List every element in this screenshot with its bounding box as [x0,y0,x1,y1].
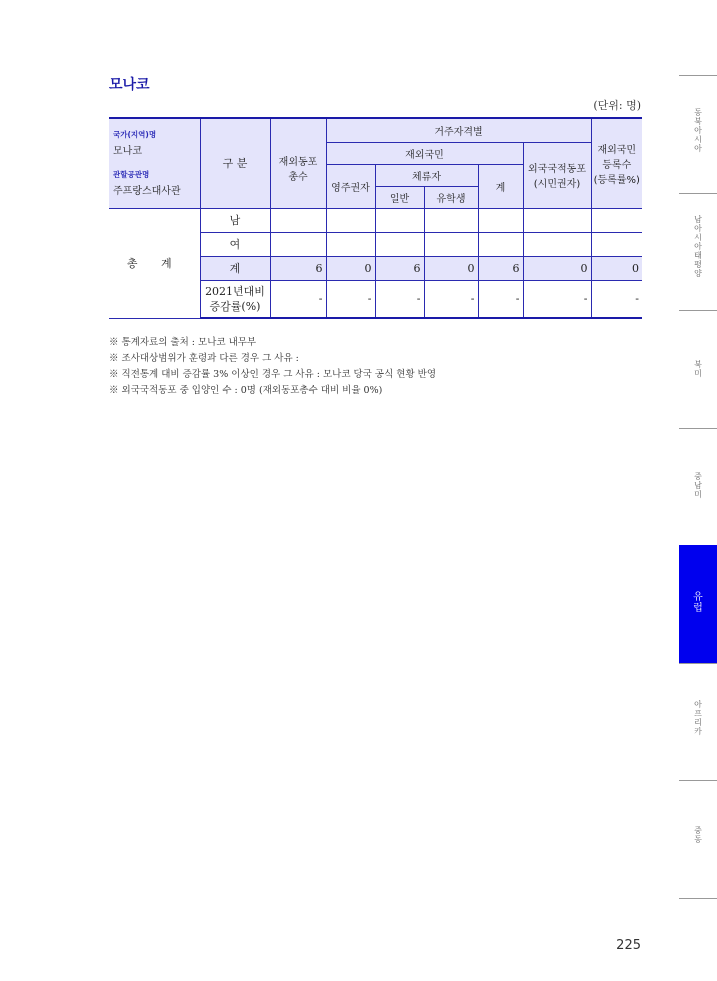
table-cell [424,208,478,232]
unit-label: (단위: 명) [593,99,641,112]
table-cell: - [375,280,424,318]
row-label: 2021년대비 증감률(%) [200,280,270,318]
table-cell: 6 [375,256,424,280]
table-cell [326,232,375,256]
footnotes [109,335,436,399]
table-cell: 0 [424,256,478,280]
sidebar-divider [679,310,717,311]
table-cell: 0 [326,256,375,280]
row-label: 남 [200,208,270,232]
table-cell: 0 [591,256,642,280]
sidebar-divider [679,193,717,194]
table-cell [591,232,642,256]
sidebar-item-latin-america[interactable]: 중남미 [694,472,702,499]
table-cell: - [424,280,478,318]
country-info-cell [109,118,200,208]
header-foreign-citizens: 외국국적동포 (시민권자) [523,142,591,208]
header-permanent: 영주권자 [326,164,375,208]
header-sojourner: 체류자 [375,164,478,186]
sidebar-divider [679,780,717,781]
table-cell [523,208,591,232]
page-number: 225 [616,938,641,953]
table-cell: 6 [270,256,326,280]
office-value: 주프랑스대사관 [113,186,181,197]
table-cell: - [270,280,326,318]
table-cell [270,208,326,232]
header-general: 일반 [375,186,424,208]
table-cell [478,208,523,232]
sidebar-item-middle-east[interactable]: 중동 [694,826,702,844]
table-cell [326,208,375,232]
header-registered: 재외국민 등록수 (등록률%) [591,118,642,208]
group-label: 총 계 [109,208,200,318]
statistics-table [109,117,642,319]
sidebar-item-north-america[interactable]: 북미 [694,360,702,378]
table-cell: 0 [523,256,591,280]
row-label: 여 [200,232,270,256]
footnote: ※ 직전통계 대비 증감률 3% 이상인 경우 그 사유 : 모나코 당국 공식 현황 반영 [109,369,437,380]
table-cell [424,232,478,256]
table-cell [375,208,424,232]
country-label: 국가(지역)명 [113,130,157,139]
sidebar-item-northeast-asia[interactable]: 동북아시아 [694,108,702,153]
table-cell: - [523,280,591,318]
header-gubun: 구 분 [200,118,270,208]
sidebar-divider [679,898,717,899]
region-sidebar [679,0,717,981]
table-cell [375,232,424,256]
table-cell: 6 [478,256,523,280]
header-subtotal: 계 [478,164,523,208]
sidebar-divider [679,75,717,76]
page-title: 모나코 [109,77,150,93]
sidebar-item-south-asia-pacific[interactable]: 남아시아태평양 [694,215,702,278]
table-cell [591,208,642,232]
header-nationals: 재외국민 [326,142,523,164]
footnote: ※ 조사대상범위가 훈령과 다른 경우 그 사유 : [109,353,299,364]
footnote: ※ 외국국적동포 중 입양인 수 : 0명 (재외동포총수 대비 비율 0%) [109,385,383,396]
table-cell [523,232,591,256]
table-cell: - [478,280,523,318]
header-student: 유학생 [424,186,478,208]
table-cell: - [591,280,642,318]
row-label: 계 [200,256,270,280]
footnote: ※ 통계자료의 출처 : 모나코 내무부 [109,337,257,348]
sidebar-item-europe-label: 유럽 [693,592,703,614]
sidebar-divider [679,663,717,664]
header-total-overseas: 재외동포 총수 [270,118,326,208]
sidebar-item-africa[interactable]: 아프리카 [694,700,702,736]
office-label: 관할공관명 [113,170,150,179]
header-residence: 거주자격별 [326,118,591,142]
country-value: 모나코 [113,146,142,157]
table-cell: - [326,280,375,318]
table-cell [270,232,326,256]
table-cell [478,232,523,256]
sidebar-divider [679,428,717,429]
